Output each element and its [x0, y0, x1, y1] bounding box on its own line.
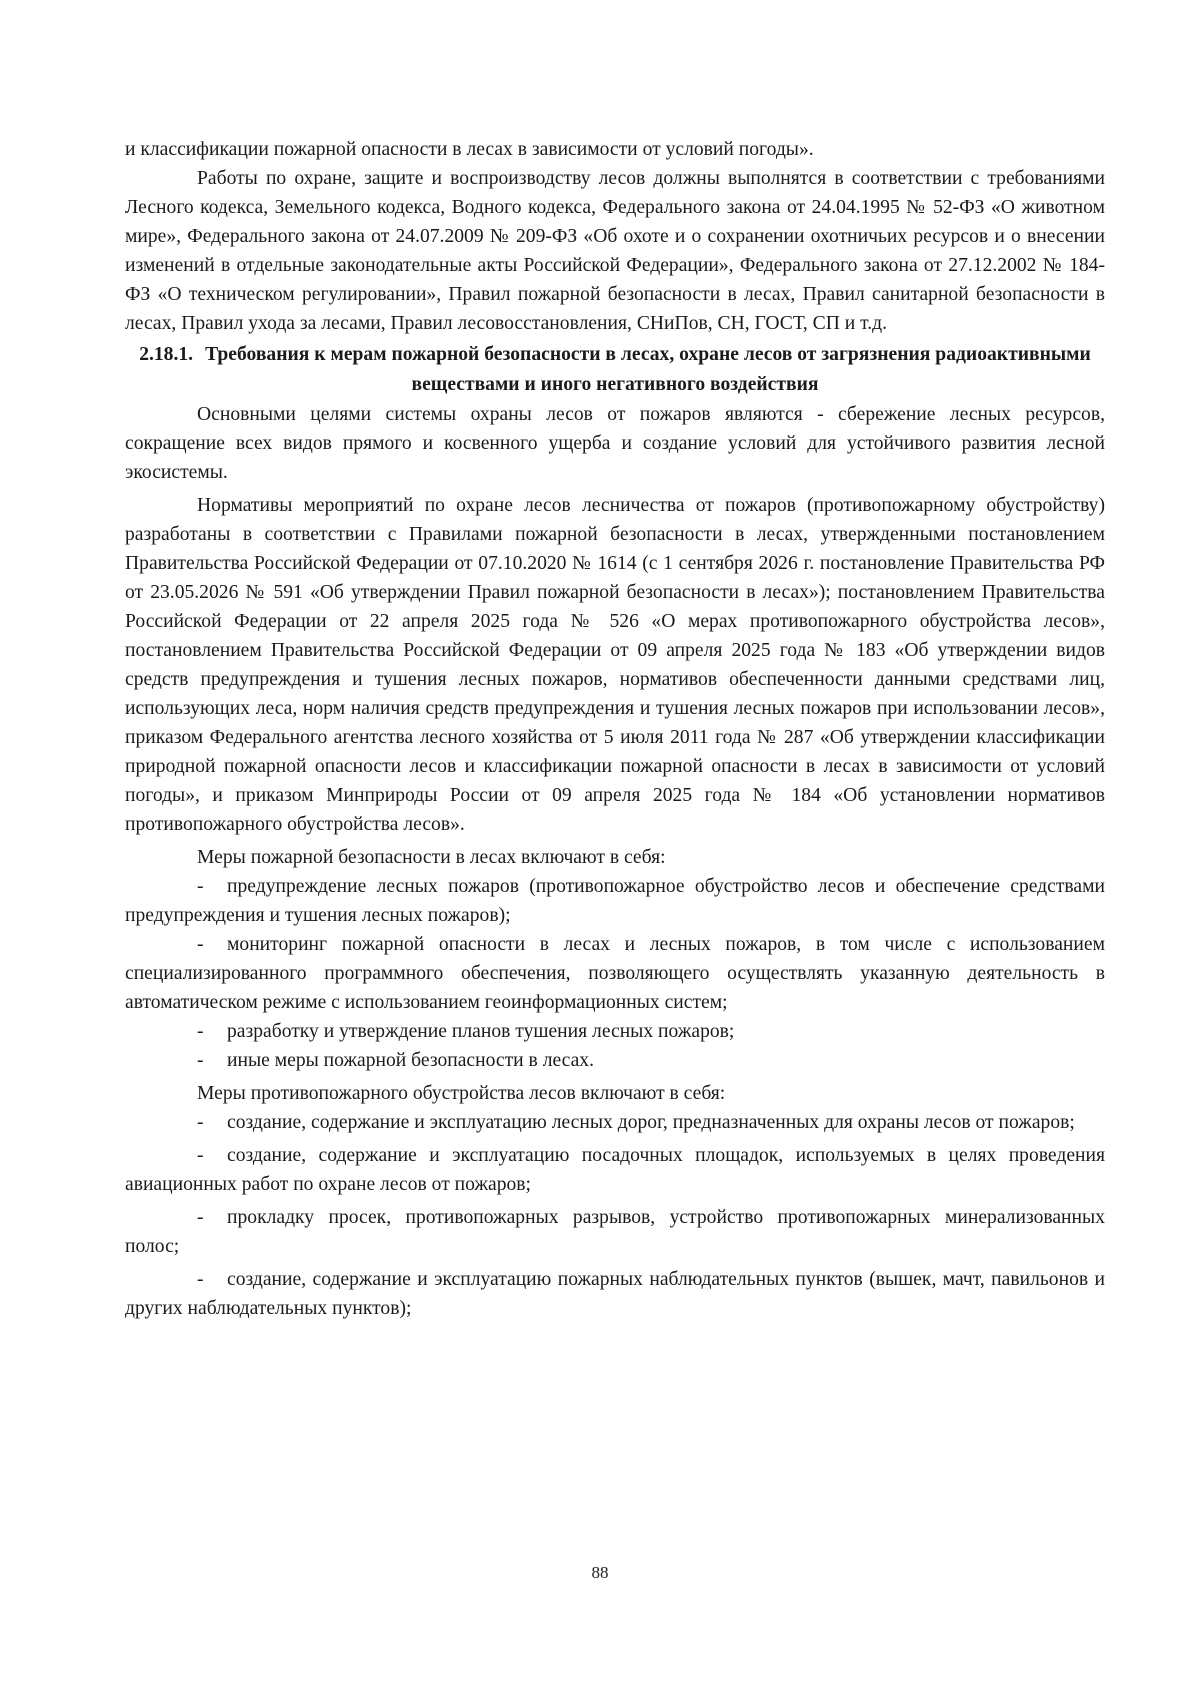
list-intro-fire-safety: Меры пожарной безопасности в лесах включают в себя: [197, 847, 666, 868]
list-item-text: иные меры пожарной безопасности в лесах. [227, 1050, 594, 1071]
list-item [125, 1046, 1105, 1075]
paragraph-norms: Нормативы мероприятий по охране лесов лесничества от пожаров (противопожарному обустройству) разработаны в соответствии с Правилами пожарной безопасности в лесах, утвержденными постановлением Правительства Российской Федерации от 07.10.2020 № 1614 (с 1 сентября 2026 г. постановление Правительства РФ от 23.05.2026 № 591 «Об утверждении Правил пожарной безопасности в лесах»); постановлением Правительства Российской Федерации от 22 апреля 2025 года № 526 «О мерах противопожарного обустройства лесов», постановлением Правительства Российской Федерации от 09 апреля 2025 года № 183 «Об утверждении видов средств предупреждения и тушения лесных пожаров, нормативов обеспеченности данными средствами лиц, использующих леса, норм наличия средств предупреждения и тушения лесных пожаров при использовании лесов», приказом Федерального агентства лесного хозяйства от 5 июля 2011 года № 287 «Об утверждении классификации природной пожарной опасности лесов и классификации пожарной опасности в лесах в зависимости от условий погоды», и приказом Минприроды России от 09 апреля 2025 года № 184 «Об установлении нормативов противопожарного обустройства лесов». [125, 495, 1105, 835]
page-number: 88 [591, 1563, 609, 1582]
document-page [125, 135, 1105, 1323]
list-dash: - [197, 1269, 204, 1290]
section-number: 2.18.1. [139, 344, 194, 365]
list-dash: - [197, 1112, 204, 1133]
list-item [125, 872, 1105, 930]
list-item-text: создание, содержание и эксплуатацию посадочных площадок, используемых в целях проведения авиационных работ по охране лесов от пожаров; [125, 1145, 1105, 1195]
list-dash: - [197, 934, 204, 955]
list-item [125, 1108, 1105, 1137]
list-intro-fire-arrangement: Меры противопожарного обустройства лесов включают в себя: [197, 1083, 726, 1104]
list-item [125, 1141, 1105, 1199]
list-item-text: мониторинг пожарной опасности в лесах и лесных пожаров, в том числе с использованием специализированного программного обеспечения, позволяющего осуществлять указанную деятельность в автоматическом режиме с использованием геоинформационных систем; [125, 934, 1105, 1013]
list-dash: - [197, 1145, 204, 1166]
paragraph-continuation: и классификации пожарной опасности в лесах в зависимости от условий погоды». [125, 139, 814, 160]
list-item-text: прокладку просек, противопожарных разрывов, устройство противопожарных минерализованных полос; [125, 1207, 1105, 1257]
list-item-text: создание, содержание и эксплуатацию лесных дорог, предназначенных для охраны лесов от пожаров; [227, 1112, 1075, 1133]
section-heading [125, 340, 1105, 400]
list-dash: - [197, 1050, 204, 1071]
list-item [125, 1203, 1105, 1261]
list-item-text: предупреждение лесных пожаров (противопожарное обустройство лесов и обеспечение средствами предупреждения и тушения лесных пожаров); [125, 876, 1105, 926]
paragraph-works-requirements: Работы по охране, защите и воспроизводству лесов должны выполнятся в соответствии с требованиями Лесного кодекса, Земельного кодекса, Водного кодекса, Федерального закона от 24.04.1995 № 52-ФЗ «О животном мире», Федерального закона от 24.07.2009 № 209-ФЗ «Об охоте и о сохранении охотничьих ресурсов и о внесении изменений в отдельные законодательные акты Российской Федерации», Федерального закона от 27.12.2002 № 184-ФЗ «О техническом регулировании», Правил пожарной безопасности в лесах, Правил санитарной безопасности в лесах, Правил ухода за лесами, Правил лесовосстановления, СНиПов, СН, ГОСТ, СП и т.д. [125, 168, 1105, 334]
list-item-text: разработку и утверждение планов тушения лесных пожаров; [227, 1021, 735, 1042]
list-dash: - [197, 876, 204, 897]
list-item [125, 1017, 1105, 1046]
list-dash: - [197, 1207, 204, 1228]
list-item-text: создание, содержание и эксплуатацию пожарных наблюдательных пунктов (вышек, мачт, павильонов и других наблюдательных пунктов); [125, 1269, 1105, 1319]
list-dash: - [197, 1021, 204, 1042]
list-item [125, 930, 1105, 1017]
list-item [125, 1265, 1105, 1323]
section-title: Требования к мерам пожарной безопасности в лесах, охране лесов от загрязнения радиоактивными веществами и иного негативного воздействия [205, 344, 1091, 395]
paragraph-goals: Основными целями системы охраны лесов от пожаров являются - сбережение лесных ресурсов, сокращение всех видов прямого и косвенного ущерба и создание условий для устойчивого развития лесной экосистемы. [125, 404, 1105, 483]
